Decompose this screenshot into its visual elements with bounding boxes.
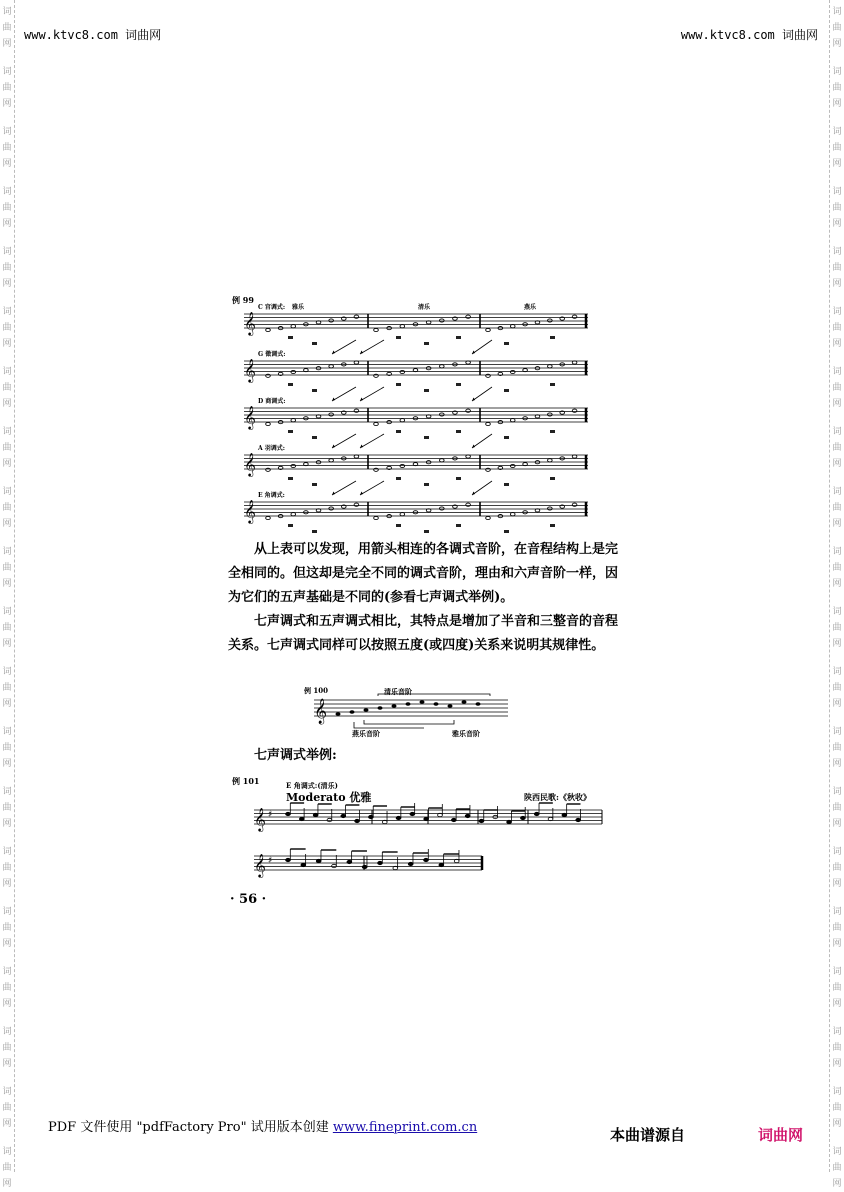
example-101-label: 例 101 [232, 776, 260, 786]
arrowhead-icon [332, 492, 335, 496]
scale-group-label: 燕乐 [524, 304, 537, 311]
watermark-glyph-group: 词 曲 网 [2, 67, 12, 109]
page-number: · 56 · [230, 892, 267, 907]
scale-degree-mark [288, 336, 293, 339]
arrow-icon [472, 387, 492, 401]
watermark-glyph-group: 词 曲 网 [2, 667, 12, 709]
header-url-left: www.ktvc8.com 词曲网 [24, 28, 162, 42]
example-100-score [304, 684, 514, 740]
note-head [396, 816, 401, 819]
note-head [548, 507, 553, 510]
scale-degree-mark [396, 430, 401, 433]
scale-group-label: 清乐 [418, 304, 431, 311]
key-signature-icon: ♯ [268, 810, 273, 820]
note-head [466, 361, 471, 364]
watermark-glyph-group: 词 曲 网 [832, 1027, 842, 1069]
arrow-icon [472, 481, 492, 495]
scale-degree-mark [312, 436, 317, 439]
watermark-glyph-group: 词 曲 网 [2, 1027, 12, 1069]
scale-degree-mark [550, 336, 555, 339]
watermark-glyph-group: 词 曲 网 [2, 7, 12, 49]
scale-degree-mark [424, 483, 429, 486]
arrowhead-icon [360, 445, 363, 449]
scale-degree-mark [424, 389, 429, 392]
watermark-glyph-group: 词 曲 网 [832, 847, 842, 889]
watermark-glyph-group: 词 曲 网 [2, 847, 12, 889]
note-head [548, 459, 553, 462]
example-100-staff [314, 694, 508, 728]
watermark-glyph-group: 词 曲 网 [832, 127, 842, 169]
example-101-staff [254, 849, 482, 878]
scale-degree-mark [550, 383, 555, 386]
watermark-glyph-group: 词 曲 网 [832, 907, 842, 949]
example-101-staff [254, 803, 602, 832]
scale-degree-mark [288, 430, 293, 433]
watermark-glyph-group: 词 曲 网 [2, 367, 12, 409]
scale-degree-mark [396, 336, 401, 339]
note-head [439, 863, 444, 866]
note-head [266, 422, 271, 425]
example-101-mode-label: E 角调式:(清乐) [286, 781, 338, 790]
watermark-glyph-group: 词 曲 网 [832, 967, 842, 1009]
note-head [378, 861, 383, 864]
note-head [486, 516, 491, 519]
note-head [548, 319, 553, 322]
watermark-glyph-group: 词 曲 网 [2, 247, 12, 289]
treble-clef-icon: 𝄞 [244, 311, 256, 335]
key-signature-icon: ♯ [268, 856, 273, 866]
example-99-staff [244, 491, 588, 533]
watermark-glyph-group: 词 曲 网 [2, 187, 12, 229]
arrow-icon [472, 340, 492, 354]
example-99-staff [244, 444, 588, 495]
watermark-glyph-group: 词 曲 网 [832, 787, 842, 829]
note-head [439, 319, 444, 322]
scale-degree-mark [288, 383, 293, 386]
mode-label: G 徵调式: [258, 351, 286, 358]
note-head [439, 507, 444, 510]
watermark-glyph-group: 词 曲 网 [2, 127, 12, 169]
example-99-staff [244, 303, 588, 354]
scale-degree-mark [456, 336, 461, 339]
watermark-glyph-group: 词 曲 网 [2, 1147, 12, 1189]
note-head [329, 507, 334, 510]
note-head [286, 858, 291, 861]
watermark-glyph-group: 词 曲 网 [832, 307, 842, 349]
note-head [355, 819, 360, 822]
watermark-glyph-group: 词 曲 网 [2, 787, 12, 829]
note-head [347, 860, 352, 863]
watermark-glyph-group: 词 曲 网 [832, 547, 842, 589]
scale-degree-mark [456, 524, 461, 527]
note-head [548, 413, 553, 416]
scale-degree-mark [550, 477, 555, 480]
note-head [329, 413, 334, 416]
scale-degree-mark [504, 389, 509, 392]
example-99-score [228, 292, 608, 532]
note-head [479, 819, 484, 822]
mode-label: A 羽调式: [258, 445, 285, 452]
scale-degree-mark [550, 524, 555, 527]
note-head [313, 813, 318, 816]
scale-degree-mark [288, 477, 293, 480]
arrowhead-icon [360, 492, 363, 496]
scale-degree-mark [424, 436, 429, 439]
scale-degree-mark [396, 383, 401, 386]
example-100-label: 例 100 [304, 686, 329, 695]
note-head [534, 812, 539, 815]
watermark-glyph-group: 词 曲 网 [832, 427, 842, 469]
scale-degree-mark [456, 383, 461, 386]
treble-clef-icon: 𝄞 [254, 807, 266, 831]
watermark-glyph-group: 词 曲 网 [832, 1087, 842, 1129]
arrow-icon [360, 387, 384, 401]
arrowhead-icon [332, 351, 335, 355]
watermark-glyph-group: 词 曲 网 [832, 667, 842, 709]
scale-group-label: 雅乐 [292, 304, 305, 311]
note-head [291, 370, 296, 373]
example-99-label: 例 99 [232, 295, 254, 305]
note-head [510, 419, 515, 422]
note-head [510, 325, 515, 328]
treble-clef-icon: 𝄞 [314, 699, 328, 724]
note-head [466, 455, 471, 458]
note-head [507, 820, 512, 823]
arrowhead-icon [360, 351, 363, 355]
scale-degree-mark [312, 389, 317, 392]
note-head [451, 818, 456, 821]
paragraph-2-text: 七声调式和五声调式相比，其特点是增加了半音和三整音的音程关系。七声调式同样可以按照五度(或四度)关系来说明其规律性。 [228, 614, 619, 653]
note-head [354, 455, 359, 458]
example-99-staff [244, 397, 588, 448]
paragraph-2 [228, 610, 626, 658]
watermark-glyph-group: 词 曲 网 [2, 547, 12, 589]
note-head [266, 328, 271, 331]
mode-label: D 商调式: [258, 398, 286, 405]
watermark-glyph-group: 词 曲 网 [832, 7, 842, 49]
note-head [299, 817, 304, 820]
scale-degree-mark [504, 483, 509, 486]
note-head [291, 513, 296, 516]
note-head [400, 370, 405, 373]
note-head [291, 464, 296, 467]
example-100-top-label: 清乐音阶 [384, 687, 412, 696]
note-head [486, 328, 491, 331]
note-head [408, 862, 413, 865]
arrowhead-icon [472, 492, 475, 496]
note-head [572, 455, 577, 458]
note-head [410, 812, 415, 815]
note-head [286, 812, 291, 815]
example-101-score [228, 774, 608, 884]
arrow-icon [360, 434, 384, 448]
watermark-glyph-group: 词 曲 网 [2, 307, 12, 349]
note-head [332, 864, 337, 867]
arrowhead-icon [332, 445, 335, 449]
note-head [362, 865, 367, 868]
note-head [291, 325, 296, 328]
example-101-tempo: Moderato 优雅 [286, 791, 372, 804]
note-head [439, 459, 444, 462]
note-head [329, 459, 334, 462]
note-head [266, 516, 271, 519]
mode-label: C 宫调式: [258, 304, 286, 311]
note-head [374, 516, 379, 519]
scale-degree-mark [312, 483, 317, 486]
watermark-glyph-group: 词 曲 网 [832, 487, 842, 529]
watermark-glyph-group: 词 曲 网 [832, 1147, 842, 1189]
scale-degree-mark [550, 430, 555, 433]
note-head [341, 814, 346, 817]
note-head [424, 858, 429, 861]
arrow-icon [332, 340, 356, 354]
arrowhead-icon [332, 398, 335, 402]
right-watermark-strip [829, 0, 844, 1189]
arrow-icon [360, 340, 384, 354]
example-101-source: 陕西民歌:《秋收》 [524, 792, 591, 802]
source-label: 本曲谱源自 [610, 1126, 686, 1144]
note-head [400, 325, 405, 328]
fineprint-link[interactable]: www.fineprint.com.cn [332, 1120, 478, 1135]
note-head [548, 365, 553, 368]
arrow-icon [472, 434, 492, 448]
note-head [301, 863, 306, 866]
watermark-glyph-group: 词 曲 网 [2, 487, 12, 529]
example-100-bottom-right: 雅乐音阶 [452, 729, 480, 738]
site-logo[interactable]: 词曲网 [758, 1126, 804, 1144]
scale-degree-mark [504, 436, 509, 439]
note-head [400, 464, 405, 467]
scale-degree-mark [396, 477, 401, 480]
note-head [510, 370, 515, 373]
note-head [576, 818, 581, 821]
scale-degree-mark [456, 430, 461, 433]
note-head [439, 413, 444, 416]
left-watermark-strip [0, 0, 15, 1189]
treble-clef-icon: 𝄞 [244, 499, 256, 523]
treble-clef-icon: 𝄞 [254, 853, 266, 877]
watermark-glyph-group: 词 曲 网 [832, 247, 842, 289]
note-head [510, 464, 515, 467]
scale-degree-mark [312, 530, 317, 533]
note-head [572, 361, 577, 364]
note-head [562, 813, 567, 816]
watermark-glyph-group: 词 曲 网 [832, 67, 842, 109]
note-head [329, 319, 334, 322]
watermark-glyph-group: 词 曲 网 [2, 907, 12, 949]
watermark-glyph-group: 词 曲 网 [832, 727, 842, 769]
note-head [521, 816, 526, 819]
watermark-glyph-group: 词 曲 网 [2, 1087, 12, 1129]
paragraph-1-text: 从上表可以发现，用箭头相连的各调式音阶，在音程结构上是完全相同的。但这却是完全不同的调式音阶，理由和六声音阶一样，因为它们的五声基础是不同的(参看七声调式举例)。 [228, 542, 619, 605]
scale-degree-mark [396, 524, 401, 527]
note-head [329, 365, 334, 368]
note-head [374, 422, 379, 425]
watermark-glyph-group: 词 曲 网 [2, 427, 12, 469]
scale-degree-mark [288, 524, 293, 527]
treble-clef-icon: 𝄞 [244, 452, 256, 476]
footer-prefix: PDF 文件使用 "pdfFactory Pro" 试用版本创建 [48, 1120, 329, 1135]
arrowhead-icon [472, 445, 475, 449]
note-head [400, 513, 405, 516]
arrow-icon [332, 481, 356, 495]
arrowhead-icon [472, 398, 475, 402]
mode-label: E 角调式: [258, 492, 285, 499]
watermark-glyph-group: 词 曲 网 [832, 607, 842, 649]
example-100-bottom-left: 燕乐音阶 [352, 729, 380, 738]
note-head [486, 422, 491, 425]
section-subheading: 七声调式举例: [254, 748, 337, 763]
scale-degree-mark [424, 342, 429, 345]
arrowhead-icon [360, 398, 363, 402]
note-head [354, 361, 359, 364]
note-head [400, 419, 405, 422]
scale-degree-mark [504, 530, 509, 533]
arrow-icon [332, 387, 356, 401]
scale-degree-mark [424, 530, 429, 533]
note-head [424, 817, 429, 820]
note-head [465, 814, 470, 817]
arrowhead-icon [472, 351, 475, 355]
header-url-right: www.ktvc8.com 词曲网 [680, 28, 818, 42]
note-head [316, 859, 321, 862]
note-head [291, 419, 296, 422]
scale-degree-mark [312, 342, 317, 345]
watermark-glyph-group: 词 曲 网 [832, 367, 842, 409]
watermark-glyph-group: 词 曲 网 [2, 607, 12, 649]
watermark-glyph-group: 词 曲 网 [2, 727, 12, 769]
note-head [510, 513, 515, 516]
watermark-glyph-group: 词 曲 网 [2, 967, 12, 1009]
note-head [439, 365, 444, 368]
watermark-glyph-group: 词 曲 网 [832, 187, 842, 229]
example-99-staff [244, 350, 588, 401]
pdf-footer [48, 1116, 477, 1135]
treble-clef-icon: 𝄞 [244, 358, 256, 382]
scale-degree-mark [504, 342, 509, 345]
scale-degree-mark [456, 477, 461, 480]
arrow-icon [332, 434, 356, 448]
arrow-icon [360, 481, 384, 495]
paragraph-1 [228, 538, 626, 610]
treble-clef-icon: 𝄞 [244, 405, 256, 429]
note-head [369, 815, 374, 818]
note-head [327, 818, 332, 821]
note-head [374, 328, 379, 331]
